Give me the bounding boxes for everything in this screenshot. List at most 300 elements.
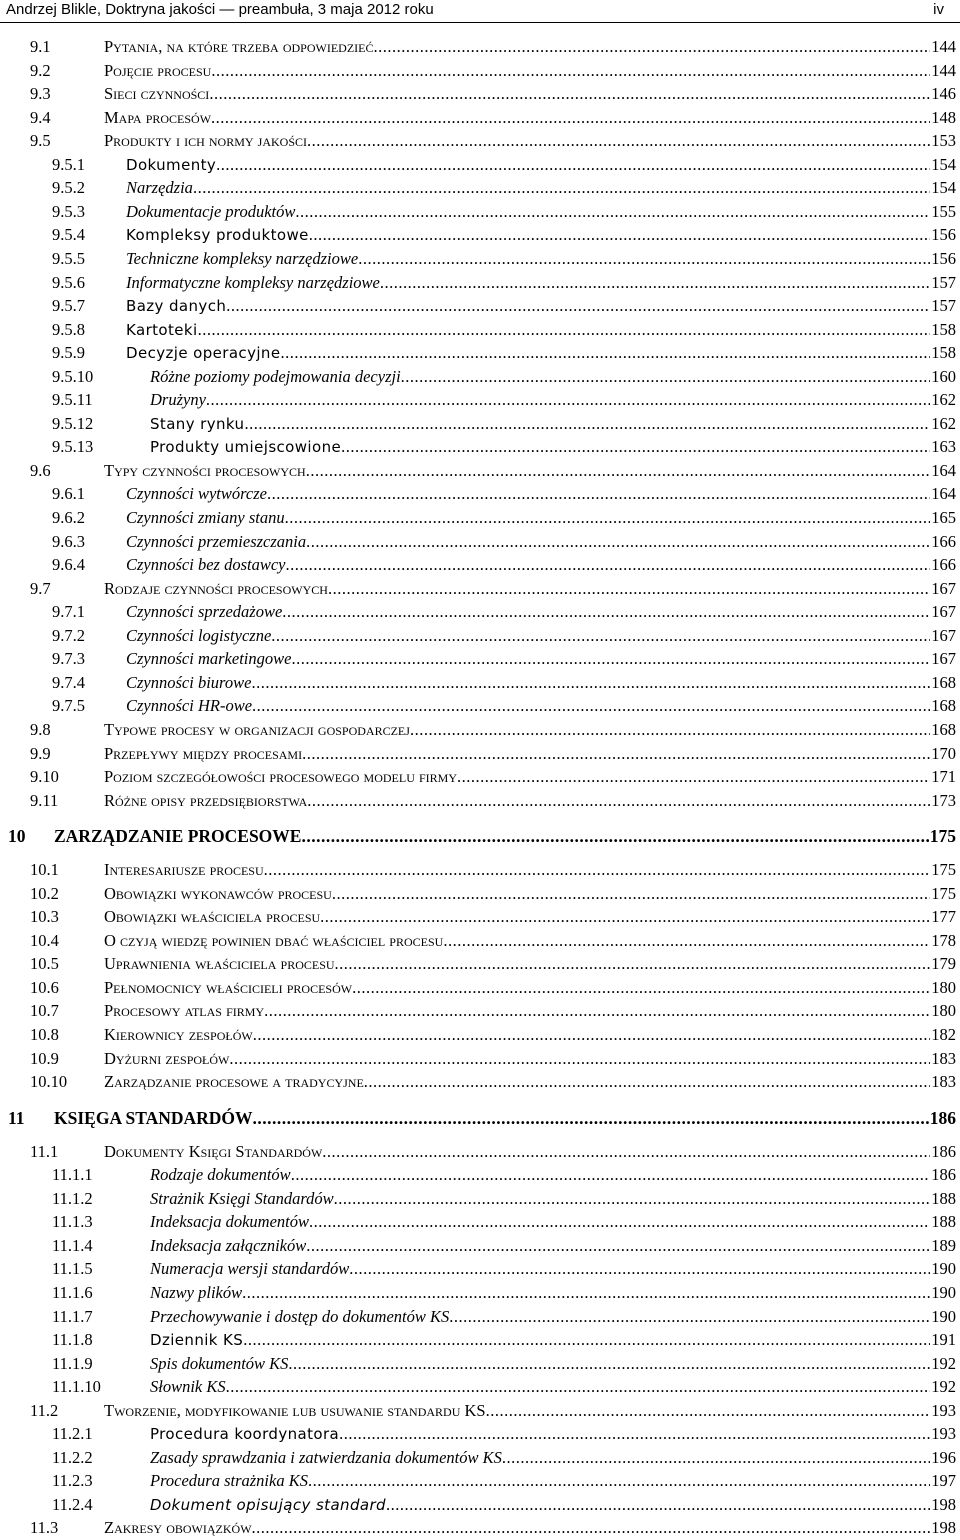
toc-entry-number: 9.5.11 [52,390,93,410]
toc-entry-number: 10.2 [30,883,59,903]
toc-dot-leader [401,366,931,388]
toc-dot-leader [443,930,930,952]
toc-dot-leader [302,743,930,765]
toc-entry-title: Strażnik Księgi Standardów [150,1188,334,1208]
toc-entry-number: 9.5.2 [52,178,85,198]
toc-dot-leader [244,413,930,435]
toc-entry-page: 166 [931,531,956,551]
toc-entry[interactable] [0,1048,960,1070]
toc-dot-leader [349,1258,930,1280]
toc-entry-number: 9.11 [30,790,59,810]
toc-entry[interactable] [0,1188,960,1210]
toc-entry-body [150,1329,956,1351]
toc-entry-body [126,648,956,670]
toc-entry[interactable] [0,130,960,152]
toc-entry-page: 193 [931,1400,956,1420]
toc-entry-number: 9.4 [30,107,51,127]
toc-dot-leader [352,977,930,999]
toc-dot-leader [309,224,931,246]
toc-entry-number: 10.1 [30,860,59,880]
toc-entry-number: 9.6.1 [52,484,85,504]
toc-entry[interactable] [0,60,960,82]
toc-entry-page: 190 [931,1282,956,1302]
toc-entry-page: 166 [931,555,956,575]
toc-entry-title: Indeksacja dokumentów [150,1212,309,1232]
toc-entry-page: 180 [931,1001,956,1021]
toc-entry[interactable] [0,906,960,928]
toc-entry-title: Czynności zmiany stanu [126,508,285,527]
toc-entry-number: 9.5.6 [52,272,85,292]
toc-entry-page: 175 [931,883,956,903]
toc-entry[interactable] [0,1024,960,1046]
toc-dot-leader [242,1282,930,1304]
toc-entry-number: 9.5.13 [52,437,94,457]
toc-entry-number: 9.6.4 [52,555,85,575]
toc-dot-leader [198,319,931,341]
toc-entry[interactable] [0,436,960,458]
toc-entry-number: 11.2.1 [52,1424,93,1444]
toc-entry-title: Drużyny [150,390,206,410]
toc-entry[interactable] [0,578,960,600]
toc-entry-number: 9.6.2 [52,508,85,527]
toc-entry-page: 197 [931,1471,956,1491]
toc-entry-title: Czynności przemieszczania [126,531,307,551]
toc-dot-leader [322,1141,930,1163]
toc-entry-number: 10.4 [30,930,59,950]
toc-entry-page: 144 [931,60,956,80]
toc-dot-leader [339,1423,930,1445]
toc-entry-page: 153 [931,131,956,151]
toc-entry-body [104,83,956,105]
toc-entry-title: Czynności marketingowe [126,649,292,669]
toc-entry[interactable] [0,625,960,647]
toc-dot-leader [358,248,930,270]
toc-entry-page: 162 [931,390,956,410]
toc-entry-number: 11.1.1 [52,1165,93,1185]
toc-entry-title: Słownik KS [150,1377,226,1397]
toc-entry-title: Tworzenie, modyfikowanie lub usuwanie standardu KS [104,1400,486,1420]
toc-dot-leader [335,953,931,975]
toc-entry-page: 177 [931,907,956,927]
toc-entry-number: 9.5.12 [52,413,94,433]
toc-entry-body [150,1376,956,1398]
toc-entry-body [150,1470,956,1492]
toc-entry-body [150,389,956,411]
toc-entry-body [104,1071,956,1093]
toc-entry[interactable] [0,695,960,717]
toc-entry-title: Procedura strażnika KS [150,1471,308,1491]
toc-entry-page: 173 [931,790,956,810]
toc-entry-title: Różne opisy przedsiębiorstwa [104,790,308,810]
toc-entry-title: Sieci czynności [104,84,210,104]
toc-dot-leader [252,695,930,717]
toc-entry[interactable] [0,859,960,881]
toc-entry-page: 198 [931,1518,956,1538]
toc-dot-leader [486,1400,931,1422]
toc-entry-number: 11.1.7 [52,1306,93,1326]
toc-entry-page: 175 [929,826,956,847]
toc-entry[interactable] [0,601,960,623]
toc-entry-number: 9.7.5 [52,696,85,716]
toc-entry-title: Nazwy plików [150,1282,243,1302]
toc-entry[interactable] [0,977,960,999]
toc-entry-body [150,1447,956,1469]
toc-entry[interactable] [0,1306,960,1328]
toc-entry-title: Procedura koordynatora [150,1425,340,1444]
toc-entry-body [126,201,956,223]
toc-entry-body [126,319,956,341]
toc-entry[interactable] [0,1494,960,1516]
toc-entry-page: 193 [931,1424,956,1444]
toc-dot-leader [306,460,931,482]
toc-entry-page: 190 [931,1306,956,1326]
toc-entry-body [104,790,956,812]
toc-dot-leader [282,601,930,623]
toc-dot-leader [264,859,931,881]
toc-entry-page: 157 [931,296,956,316]
toc-entry-number: 9.6 [30,460,51,480]
toc-dot-leader [307,130,930,152]
toc-entry-title: Dokumenty [126,155,217,174]
toc-entry-title: Dokumenty Księgi Standardów [104,1141,323,1161]
toc-entry-title: Indeksacja załączników [150,1235,307,1255]
toc-dot-leader [291,1164,931,1186]
toc-entry-page: 158 [931,319,956,339]
toc-entry-page: 168 [931,672,956,692]
toc-entry-number: 10.6 [30,977,59,997]
toc-entry[interactable] [0,719,960,741]
toc-entry-number: 10.5 [30,954,59,974]
toc-entry[interactable] [0,201,960,223]
toc-dot-leader [449,1306,930,1328]
toc-entry[interactable] [0,413,960,435]
toc-dot-leader [229,1048,930,1070]
toc-entry-number: 10.7 [30,1001,59,1021]
toc-entry[interactable] [0,1235,960,1257]
toc-entry-title: Pojęcie procesu [104,60,212,80]
toc-dot-leader [373,36,930,58]
toc-dot-leader [410,719,930,741]
toc-entry[interactable] [0,1470,960,1492]
toc-entry-title: Kompleksy produktowe [126,226,309,245]
toc-entry[interactable] [0,953,960,975]
toc-entry-page: 186 [929,1107,956,1128]
toc-entry-title: Rodzaje czynności procesowych [104,578,328,598]
toc-entry-body [104,578,956,600]
toc-entry-number: 9.5.1 [52,154,85,174]
toc-entry-number: 11.2.4 [52,1494,93,1514]
toc-entry-page: 192 [931,1377,956,1397]
toc-entry-number: 9.5 [30,131,51,151]
toc-entry-number: 11.1.10 [52,1377,101,1397]
toc-entry-body [150,1164,956,1186]
toc-entry-page: 188 [931,1188,956,1208]
toc-entry-number: 9.8 [30,719,51,739]
toc-entry[interactable] [0,1107,960,1129]
toc-entry-page: 144 [931,37,956,56]
toc-entry-title: Dokument opisujący standard [150,1495,386,1514]
toc-entry[interactable] [0,295,960,317]
toc-entry-title: Informatyczne kompleksy narzędziowe [126,272,380,292]
toc-entry[interactable] [0,1517,960,1539]
toc-entry-number: 9.5.4 [52,225,85,245]
toc-entry-page: 171 [931,767,956,787]
toc-entry-number: 9.6.3 [52,531,85,551]
toc-dot-leader [267,483,930,505]
toc-entry[interactable] [0,224,960,246]
toc-entry-title: Dziennik KS [150,1331,244,1350]
toc-entry-body [104,36,956,58]
toc-dot-leader [209,83,930,105]
toc-entry[interactable] [0,1282,960,1304]
toc-dot-leader [306,531,930,553]
toc-entry-title: Obowiązki właściciela procesu [104,907,321,927]
toc-entry-number: 11.1.9 [52,1353,93,1373]
toc-entry[interactable] [0,554,960,576]
toc-entry[interactable] [0,177,960,199]
toc-entry[interactable] [0,319,960,341]
toc-entry-body [150,1211,956,1233]
toc-entry-title: Czynności biurowe [126,672,252,692]
toc-entry-title: Zakresy obowiązków [104,1518,252,1538]
toc-entry[interactable] [0,1423,960,1445]
toc-entry-number: 10 [8,826,26,847]
toc-entry-number: 9.5.7 [52,296,85,316]
toc-entry-title: Poziom szczegółowości procesowego modelu firmy [104,767,458,787]
toc-entry-number: 9.7.3 [52,649,85,669]
toc-entry-page: 189 [931,1235,956,1255]
toc-entry-title: Czynności logistyczne [126,625,272,645]
toc-entry[interactable] [0,507,960,529]
toc-entry-body [150,1188,956,1210]
toc-entry[interactable] [0,83,960,105]
toc-entry-title: Narzędzia [126,178,193,198]
toc-entry-page: 163 [931,437,956,457]
toc-entry-number: 9.5.3 [52,201,85,221]
toc-entry[interactable] [0,460,960,482]
toc-entry-body [104,1141,956,1163]
toc-entry-page: 148 [931,107,956,127]
toc-entry-page: 183 [931,1048,956,1068]
toc-entry-title: Kierownicy zespołów [104,1025,253,1044]
toc-entry-title: Czynności sprzedażowe [126,602,283,622]
toc-entry-title: Dyżurni zespołów [104,1048,230,1068]
toc-entry[interactable] [0,1376,960,1398]
toc-entry-page: 156 [931,225,956,245]
toc-entry-body [104,953,956,975]
toc-entry-body [126,483,956,505]
toc-entry[interactable] [0,672,960,694]
toc-dot-leader [386,1494,930,1516]
toc-entry-number: 10.3 [30,907,59,927]
toc-entry-body [104,1024,956,1046]
toc-entry-body [54,1107,956,1129]
toc-entry-title: Typy czynności procesowych [104,460,306,480]
toc-entry[interactable] [0,1353,960,1375]
toc-entry-page: 175 [931,860,956,880]
toc-entry-body [150,1258,956,1280]
toc-entry-page: 170 [931,743,956,763]
toc-entry-number: 11.1 [30,1141,59,1161]
toc-entry-page: 192 [931,1353,956,1373]
toc-entry-body [104,1400,956,1422]
toc-dot-leader [253,1107,929,1129]
toc-entry[interactable] [0,154,960,176]
toc-entry[interactable] [0,1141,960,1163]
toc-entry[interactable] [0,36,960,58]
toc-entry-title: Zarządzanie procesowe a tradycyjne [104,1072,364,1092]
toc-entry-page: 190 [931,1259,956,1279]
toc-entry-number: 11.2.2 [52,1447,93,1467]
toc-entry-page: 155 [931,201,956,221]
toc-entry-body [126,342,956,364]
toc-entry-body [126,672,956,694]
toc-entry-number: 11.3 [30,1518,59,1538]
toc-entry-page: 168 [931,696,956,716]
toc-entry-body [126,554,956,576]
toc-dot-leader [211,60,930,82]
toc-entry[interactable] [0,1164,960,1186]
toc-entry-body [126,601,956,623]
toc-entry[interactable] [0,1211,960,1233]
toc-entry[interactable] [0,883,960,905]
toc-entry[interactable] [0,790,960,812]
toc-entry[interactable] [0,648,960,670]
toc-entry[interactable] [0,930,960,952]
toc-entry-body [104,766,956,788]
toc-entry-title: Produkty i ich normy jakości [104,131,308,151]
toc-dot-leader [308,1470,930,1492]
toc-entry-body [126,154,956,176]
toc-entry[interactable] [0,1258,960,1280]
toc-dot-leader [341,436,930,458]
toc-dot-leader [285,507,931,529]
toc-entry[interactable] [0,743,960,765]
toc-entry[interactable] [0,389,960,411]
toc-entry-body [150,1306,956,1328]
toc-entry[interactable] [0,531,960,553]
toc-entry-number: 10.10 [30,1072,68,1092]
toc-entry[interactable] [0,483,960,505]
toc-entry[interactable] [0,342,960,364]
toc-entry-page: 157 [931,272,956,292]
toc-entry-body [104,1048,956,1070]
toc-entry-body [126,272,956,294]
toc-dot-leader [226,295,930,317]
toc-entry[interactable] [0,248,960,270]
toc-entry-page: 186 [931,1141,956,1161]
toc-dot-leader [328,578,930,600]
toc-entry[interactable] [0,1329,960,1351]
toc-dot-leader [307,790,930,812]
toc-dot-leader [309,1211,930,1233]
toc-entry-page: 167 [931,602,956,622]
toc-entry[interactable] [0,272,960,294]
toc-entry-body [126,295,956,317]
toc-entry-number: 11.2.3 [52,1471,93,1491]
toc-entry-number: 9.1 [30,37,51,56]
toc-entry[interactable] [0,766,960,788]
toc-dot-leader [288,1353,930,1375]
toc-entry-page: 160 [931,366,956,386]
toc-entry-page: 154 [931,178,956,198]
toc-dot-leader [457,766,930,788]
toc-entry-number: 11.1.3 [52,1212,93,1232]
toc-entry-number: 11.2 [30,1400,59,1420]
toc-entry-body [104,719,956,741]
toc-entry-page: 162 [931,413,956,433]
toc-entry-number: 9.2 [30,60,51,80]
toc-dot-leader [226,1376,931,1398]
toc-dot-leader [252,1517,931,1539]
toc-entry-number: 11.1.5 [52,1259,93,1279]
toc-entry[interactable] [0,825,960,847]
toc-entry-page: 188 [931,1212,956,1232]
toc-entry[interactable] [0,107,960,129]
toc-entry-body [104,60,956,82]
toc-entry-body [150,1353,956,1375]
toc-entry-number: 9.3 [30,84,51,104]
toc-entry[interactable] [0,1400,960,1422]
toc-dot-leader [251,672,930,694]
toc-entry-page: 186 [931,1165,956,1185]
toc-entry-body [150,436,956,458]
toc-entry-title: Pytania, na które trzeba odpowiedzieć [104,37,374,56]
toc-entry-body [150,1235,956,1257]
toc-entry-title: Rodzaje dokumentów [150,1165,291,1185]
toc-entry-page: 156 [931,248,956,268]
toc-entry-number: 9.5.8 [52,319,85,339]
toc-entry-title: Numeracja wersji standardów [150,1259,350,1279]
toc-entry-page: 178 [931,930,956,950]
header-page-number: iv [933,1,944,18]
toc-entry-title: ZARZĄDZANIE PROCESOWE [54,826,302,847]
toc-entry-body [126,224,956,246]
toc-entry-number: 11.1.6 [52,1282,93,1302]
toc-dot-leader [206,389,930,411]
toc-entry-body [54,825,956,847]
toc-entry-body [150,366,956,388]
toc-dot-leader [380,272,930,294]
toc-entry-title: Typowe procesy w organizacji gospodarczej [104,719,410,739]
toc-entry-title: Dokumentacje produktów [126,201,296,221]
toc-entry[interactable] [0,1071,960,1093]
toc-dot-leader [334,1188,931,1210]
toc-dot-leader [332,883,930,905]
toc-entry-title: Procesowy atlas firmy [104,1001,265,1021]
toc-entry-title: Decyzje operacyjne [126,344,281,363]
toc-dot-leader [306,1235,930,1257]
toc-entry-body [126,248,956,270]
toc-entry-number: 9.7.1 [52,602,85,622]
toc-dot-leader [264,1000,930,1022]
toc-entry-body [104,743,956,765]
toc-entry-page: 165 [931,508,956,527]
toc-entry-number: 9.9 [30,743,51,763]
toc-entry[interactable] [0,1447,960,1469]
toc-entry-title: Produkty umiejscowione [150,438,342,457]
toc-entry-body [104,883,956,905]
toc-entry-title: Kartoteki [126,320,198,339]
toc-entry-body [104,906,956,928]
toc-entry-body [104,930,956,952]
toc-entry-body [104,1000,956,1022]
toc-entry-page: 168 [931,719,956,739]
toc-entry-body [104,1517,956,1539]
toc-entry[interactable] [0,1000,960,1022]
toc-entry[interactable] [0,366,960,388]
toc-entry-title: Przepływy między procesami [104,743,303,763]
